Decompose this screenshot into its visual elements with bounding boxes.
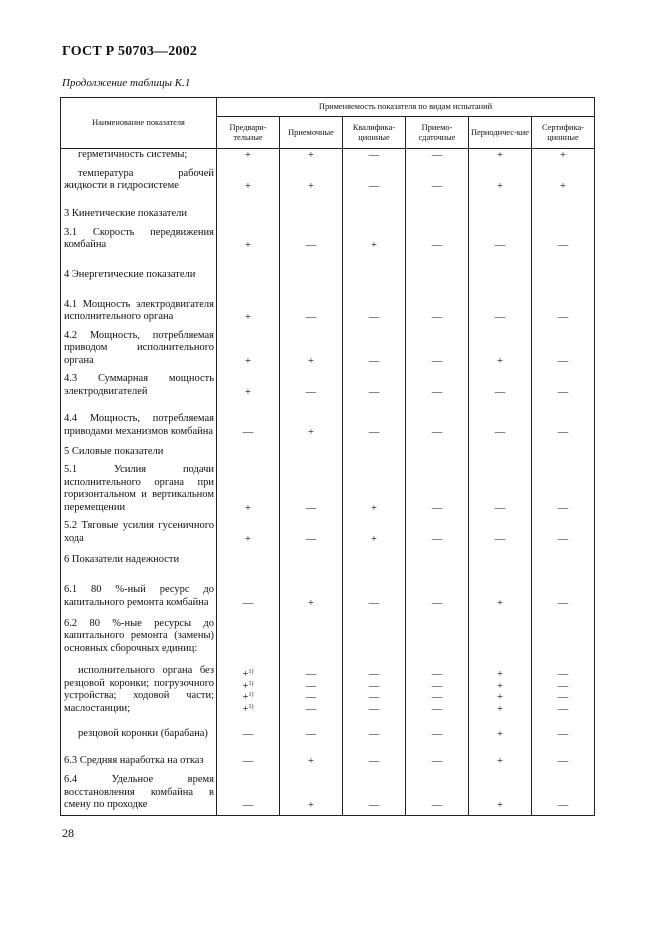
applicability-mark: — — [557, 800, 569, 811]
applicability-cell — [343, 770, 406, 815]
applicability-mark: + — [245, 533, 251, 545]
applicability-mark: — — [242, 755, 254, 767]
indicator-name-cell: 6.4 Удельное время восстановления комбайна в смену по проходке — [61, 770, 217, 815]
applicability-mark — [532, 555, 594, 567]
indicator-name-cell: 3 Кинетические показатели — [61, 196, 217, 224]
applicability-mark: — — [305, 533, 317, 545]
applicability-cell — [343, 224, 406, 255]
applicability-mark — [280, 447, 342, 459]
applicability-cell — [280, 149, 343, 165]
applicability-mark: — — [368, 728, 380, 740]
applicability-cell — [280, 569, 343, 612]
indicator-name-cell: 4.3 Суммарная мощность электродвигателей — [61, 370, 217, 401]
page-number: 28 — [62, 826, 74, 840]
applicability-cell — [469, 441, 532, 461]
applicability-mark: — — [368, 692, 380, 703]
applicability-mark: — — [431, 669, 443, 680]
indicator-name-cell: 5.1 Усилия подачи исполнительного органа при горизонтальном и вертикальном перемещении — [61, 461, 217, 517]
applicability-mark: +$^{1)}$ — [242, 703, 254, 715]
applicability-cell — [469, 401, 532, 441]
applicability-mark: +$^{1)}$ — [242, 680, 254, 692]
applicability-mark: — — [305, 502, 317, 514]
applicability-cell — [532, 517, 595, 548]
applicability-cell — [469, 569, 532, 612]
applicability-mark: — — [431, 597, 443, 609]
applicability-mark: + — [308, 181, 314, 192]
indicator-name-cell: 5.2 Тяговые усилия гусеничного хода — [61, 517, 217, 548]
applicability-mark — [532, 270, 594, 282]
applicability-mark — [406, 644, 468, 656]
applicability-mark — [406, 270, 468, 282]
applicability-mark: + — [245, 386, 251, 398]
applicability-mark: + — [560, 150, 566, 161]
applicability-mark: — — [242, 597, 254, 609]
applicability-mark: — — [305, 669, 317, 680]
applicability-cell — [532, 327, 595, 371]
applicability-mark: — — [431, 728, 443, 740]
applicability-mark — [532, 209, 594, 221]
applicability-mark: — — [305, 728, 317, 740]
applicability-cell — [217, 196, 280, 224]
table-row — [61, 327, 595, 371]
applicability-mark: + — [497, 669, 503, 680]
applicability-mark: + — [497, 703, 503, 715]
applicability-mark — [217, 644, 279, 656]
applicability-cell — [469, 149, 532, 165]
applicability-mark: — — [368, 755, 380, 767]
applicability-mark: — — [494, 312, 506, 323]
applicability-cell — [406, 224, 469, 255]
applicability-cell — [406, 196, 469, 224]
indicator-name-cell: 5 Силовые показатели — [61, 441, 217, 461]
applicability-cell — [406, 517, 469, 548]
applicability-cell — [469, 743, 532, 770]
applicability-mark: — — [557, 703, 569, 715]
indicator-name-cell: 4.2 Мощность, потребляемая приводом исполнительного органа — [61, 327, 217, 371]
applicability-cell — [343, 658, 406, 718]
applicability-mark: — — [557, 692, 569, 703]
applicability-cell — [343, 149, 406, 165]
table-row — [61, 441, 595, 461]
applicability-mark: — — [494, 386, 506, 398]
applicability-cell — [217, 370, 280, 401]
applicability-mark: — — [242, 800, 254, 811]
applicability-mark: — — [368, 355, 380, 367]
applicability-cell — [532, 548, 595, 569]
applicability-mark: — — [431, 386, 443, 398]
indicator-name-cell: 6.3 Средняя наработка на отказ — [61, 743, 217, 770]
applicability-mark: — — [368, 426, 380, 438]
applicability-cell — [469, 255, 532, 285]
applicability-mark: — — [431, 680, 443, 692]
table-row — [61, 770, 595, 815]
applicability-cell — [469, 285, 532, 327]
applicability-cell — [217, 441, 280, 461]
applicability-cell — [532, 441, 595, 461]
applicability-mark — [280, 644, 342, 656]
applicability-mark: — — [368, 181, 380, 192]
applicability-mark — [343, 209, 405, 221]
applicability-cell — [406, 743, 469, 770]
applicability-cell — [343, 718, 406, 743]
applicability-mark: + — [245, 240, 251, 251]
applicability-mark: + — [308, 597, 314, 609]
col-header-certification: Сертифика-ционные — [532, 117, 595, 149]
applicability-mark: — — [242, 426, 254, 438]
applicability-cell — [406, 165, 469, 196]
indicator-name-cell: исполнительного органа без резцовой коронки; погрузочного устройства; ходовой части; маслостанции; — [61, 658, 217, 718]
applicability-mark — [406, 209, 468, 221]
applicability-mark: — — [557, 597, 569, 609]
applicability-cell — [406, 718, 469, 743]
applicability-cell — [469, 165, 532, 196]
applicability-mark: — — [557, 426, 569, 438]
applicability-mark — [280, 209, 342, 221]
applicability-cell — [532, 149, 595, 165]
applicability-cell — [406, 149, 469, 165]
applicability-cell — [532, 569, 595, 612]
applicability-mark: — — [431, 502, 443, 514]
table-continuation-caption: Продолжение таблицы К.1 — [62, 77, 191, 89]
indicator-name-cell: резцовой коронки (барабана) — [61, 718, 217, 743]
table-row — [61, 370, 595, 401]
applicability-cell — [406, 770, 469, 815]
applicability-mark: + — [497, 150, 503, 161]
applicability-mark: +$^{1)}$ — [242, 692, 254, 703]
table-row — [61, 612, 595, 658]
applicability-cell — [343, 165, 406, 196]
applicability-cell — [532, 743, 595, 770]
applicability-mark: — — [557, 355, 569, 367]
indicator-name-cell: 4.1 Мощность электродвигателя исполнительного органа — [61, 285, 217, 327]
applicability-cell — [406, 612, 469, 658]
applicability-mark: — — [494, 502, 506, 514]
applicability-cell — [280, 255, 343, 285]
applicability-cell — [469, 327, 532, 371]
applicability-mark — [469, 555, 531, 567]
applicability-cell — [217, 770, 280, 815]
applicability-mark: — — [431, 426, 443, 438]
applicability-mark: — — [557, 386, 569, 398]
applicability-cell — [406, 548, 469, 569]
applicability-mark: + — [497, 755, 503, 767]
applicability-cell — [280, 517, 343, 548]
applicability-cell — [532, 658, 595, 718]
applicability-cell — [280, 285, 343, 327]
applicability-cell — [280, 461, 343, 517]
applicability-mark: — — [368, 312, 380, 323]
applicability-mark: + — [497, 355, 503, 367]
table-row — [61, 285, 595, 327]
table-row — [61, 461, 595, 517]
applicability-cell — [217, 461, 280, 517]
applicability-cell — [532, 718, 595, 743]
table-row — [61, 255, 595, 285]
applicability-mark — [469, 644, 531, 656]
applicability-mark — [280, 270, 342, 282]
applicability-mark: — — [557, 680, 569, 692]
table-row — [61, 165, 595, 196]
applicability-mark: — — [557, 502, 569, 514]
applicability-mark — [217, 270, 279, 282]
applicability-mark: — — [431, 533, 443, 545]
applicability-cell — [406, 461, 469, 517]
applicability-mark — [469, 270, 531, 282]
applicability-cell — [532, 370, 595, 401]
applicability-cell — [280, 370, 343, 401]
applicability-cell — [217, 285, 280, 327]
applicability-mark: — — [431, 181, 443, 192]
indicator-name-cell: 6.2 80 %-ные ресурсы до капитального ремонта (замены) основных сборочных единиц: — [61, 612, 217, 658]
applicability-cell — [406, 370, 469, 401]
applicability-mark: — — [431, 703, 443, 715]
applicability-mark: + — [497, 680, 503, 692]
applicability-mark: + — [497, 692, 503, 703]
applicability-mark — [469, 209, 531, 221]
applicability-cell — [469, 370, 532, 401]
applicability-mark: — — [305, 680, 317, 692]
applicability-cell — [217, 224, 280, 255]
applicability-cell — [406, 255, 469, 285]
table-row — [61, 196, 595, 224]
applicability-mark: — — [305, 692, 317, 703]
applicability-mark: — — [368, 703, 380, 715]
applicability-mark — [343, 270, 405, 282]
applicability-mark: + — [308, 426, 314, 438]
applicability-cell — [469, 517, 532, 548]
table-row — [61, 658, 595, 718]
table-row — [61, 569, 595, 612]
applicability-cell — [532, 224, 595, 255]
applicability-mark: — — [557, 312, 569, 323]
applicability-mark: — — [557, 755, 569, 767]
applicability-mark: + — [497, 181, 503, 192]
name-column-header: Наименование показателя — [61, 98, 217, 149]
table-row — [61, 718, 595, 743]
col-header-delivery: Приемо-сдаточные — [406, 117, 469, 149]
applicability-cell — [217, 401, 280, 441]
applicability-mark — [217, 447, 279, 459]
applicability-cell — [532, 612, 595, 658]
applicability-mark: + — [560, 181, 566, 192]
applicability-cell — [532, 770, 595, 815]
applicability-table — [60, 97, 595, 816]
applicability-cell — [280, 612, 343, 658]
applicability-cell — [469, 196, 532, 224]
applicability-cell — [217, 255, 280, 285]
applicability-mark: — — [557, 533, 569, 545]
applicability-mark — [406, 555, 468, 567]
applicability-mark: + — [497, 728, 503, 740]
indicator-name-cell: герметичность системы; — [61, 149, 217, 165]
applicability-mark: + — [308, 800, 314, 811]
applicability-cell — [532, 401, 595, 441]
applicability-cell — [217, 569, 280, 612]
applicability-cell — [280, 441, 343, 461]
applicability-cell — [343, 255, 406, 285]
applicability-cell — [406, 327, 469, 371]
applicability-cell — [280, 548, 343, 569]
applicability-cell — [532, 461, 595, 517]
applicability-mark: +$^{1)}$ — [242, 669, 254, 680]
applicability-cell — [217, 517, 280, 548]
applicability-cell — [343, 327, 406, 371]
applicability-mark: + — [308, 355, 314, 367]
applicability-cell — [280, 718, 343, 743]
table-row — [61, 149, 595, 165]
applicability-cell — [532, 255, 595, 285]
applicability-mark — [532, 447, 594, 459]
applicability-mark: + — [371, 502, 377, 514]
applicability-mark — [280, 555, 342, 567]
applicability-cell — [532, 196, 595, 224]
applicability-mark: + — [497, 800, 503, 811]
applicability-mark — [217, 555, 279, 567]
applicability-cell — [280, 196, 343, 224]
applicability-mark: — — [431, 355, 443, 367]
indicator-name-cell: 4 Энергетические показатели — [61, 255, 217, 285]
indicator-name-cell: температура рабочей жидкости в гидросистеме — [61, 165, 217, 196]
applicability-mark: — — [431, 150, 443, 161]
col-header-preliminary: Предвари-тельные — [217, 117, 280, 149]
applicability-cell — [406, 569, 469, 612]
applicability-mark: — — [494, 426, 506, 438]
applicability-cell — [343, 441, 406, 461]
applicability-cell — [280, 401, 343, 441]
applicability-cell — [217, 165, 280, 196]
applicability-group-header: Применяемость показателя по видам испытаний — [217, 98, 595, 117]
indicator-name-cell: 4.4 Мощность, потребляемая приводами механизмов комбайна — [61, 401, 217, 441]
applicability-mark: — — [431, 312, 443, 323]
applicability-cell — [217, 548, 280, 569]
applicability-cell — [343, 612, 406, 658]
indicator-name-cell: 6 Показатели надежности — [61, 548, 217, 569]
applicability-cell — [532, 285, 595, 327]
applicability-mark: + — [308, 755, 314, 767]
applicability-cell — [280, 743, 343, 770]
applicability-cell — [343, 517, 406, 548]
applicability-mark: — — [305, 386, 317, 398]
applicability-mark: — — [494, 240, 506, 251]
applicability-mark: — — [557, 669, 569, 680]
applicability-cell — [469, 612, 532, 658]
applicability-mark: + — [245, 312, 251, 323]
table-row — [61, 517, 595, 548]
indicator-name-cell: 6.1 80 %-ный ресурс до капитального ремонта комбайна — [61, 569, 217, 612]
applicability-mark: + — [371, 240, 377, 251]
applicability-cell — [343, 285, 406, 327]
applicability-cell — [217, 743, 280, 770]
document-header: ГОСТ Р 50703—2002 — [62, 44, 198, 59]
applicability-cell — [217, 327, 280, 371]
table-body — [61, 149, 595, 816]
applicability-mark — [343, 555, 405, 567]
applicability-mark: + — [245, 502, 251, 514]
applicability-cell — [280, 224, 343, 255]
applicability-mark: — — [431, 755, 443, 767]
applicability-mark: — — [305, 312, 317, 323]
applicability-mark — [532, 644, 594, 656]
applicability-cell — [280, 770, 343, 815]
applicability-cell — [343, 196, 406, 224]
applicability-cell — [469, 718, 532, 743]
applicability-cell — [280, 658, 343, 718]
applicability-mark: + — [245, 150, 251, 161]
applicability-cell — [406, 285, 469, 327]
applicability-mark: — — [368, 150, 380, 161]
applicability-mark: + — [497, 597, 503, 609]
applicability-cell — [343, 401, 406, 441]
applicability-cell — [343, 548, 406, 569]
applicability-cell — [469, 548, 532, 569]
applicability-cell — [406, 401, 469, 441]
applicability-mark: — — [305, 703, 317, 715]
applicability-cell — [343, 370, 406, 401]
table-row — [61, 743, 595, 770]
applicability-cell — [217, 658, 280, 718]
applicability-mark: — — [305, 240, 317, 251]
applicability-mark: — — [557, 240, 569, 251]
applicability-cell — [217, 612, 280, 658]
applicability-mark: + — [245, 181, 251, 192]
table-row — [61, 548, 595, 569]
applicability-mark: — — [431, 800, 443, 811]
applicability-cell — [406, 441, 469, 461]
applicability-mark: — — [368, 680, 380, 692]
applicability-mark: — — [557, 728, 569, 740]
applicability-cell — [532, 165, 595, 196]
applicability-mark: — — [368, 669, 380, 680]
applicability-cell — [343, 743, 406, 770]
applicability-cell — [469, 461, 532, 517]
indicator-name-cell: 3.1 Скорость передвижения комбайна — [61, 224, 217, 255]
applicability-cell — [217, 718, 280, 743]
applicability-cell — [343, 461, 406, 517]
applicability-mark: — — [431, 692, 443, 703]
applicability-mark: + — [245, 355, 251, 367]
applicability-cell — [469, 658, 532, 718]
applicability-mark: — — [494, 533, 506, 545]
applicability-mark: — — [368, 386, 380, 398]
applicability-mark: — — [242, 728, 254, 740]
applicability-mark: — — [431, 240, 443, 251]
applicability-mark — [343, 644, 405, 656]
applicability-cell — [406, 658, 469, 718]
applicability-mark: — — [368, 597, 380, 609]
applicability-mark — [406, 447, 468, 459]
col-header-periodic: Периодичес-кие — [469, 117, 532, 149]
applicability-mark: + — [308, 150, 314, 161]
table-row — [61, 224, 595, 255]
applicability-mark — [469, 447, 531, 459]
applicability-cell — [469, 224, 532, 255]
applicability-mark — [217, 209, 279, 221]
applicability-cell — [280, 165, 343, 196]
applicability-mark: + — [371, 533, 377, 545]
applicability-cell — [469, 770, 532, 815]
col-header-acceptance: Приемочные — [280, 117, 343, 149]
applicability-cell — [217, 149, 280, 165]
applicability-mark — [343, 447, 405, 459]
applicability-cell — [343, 569, 406, 612]
applicability-cell — [280, 327, 343, 371]
col-header-qualification: Квалифика-ционные — [343, 117, 406, 149]
applicability-mark: — — [368, 800, 380, 811]
table-row — [61, 401, 595, 441]
